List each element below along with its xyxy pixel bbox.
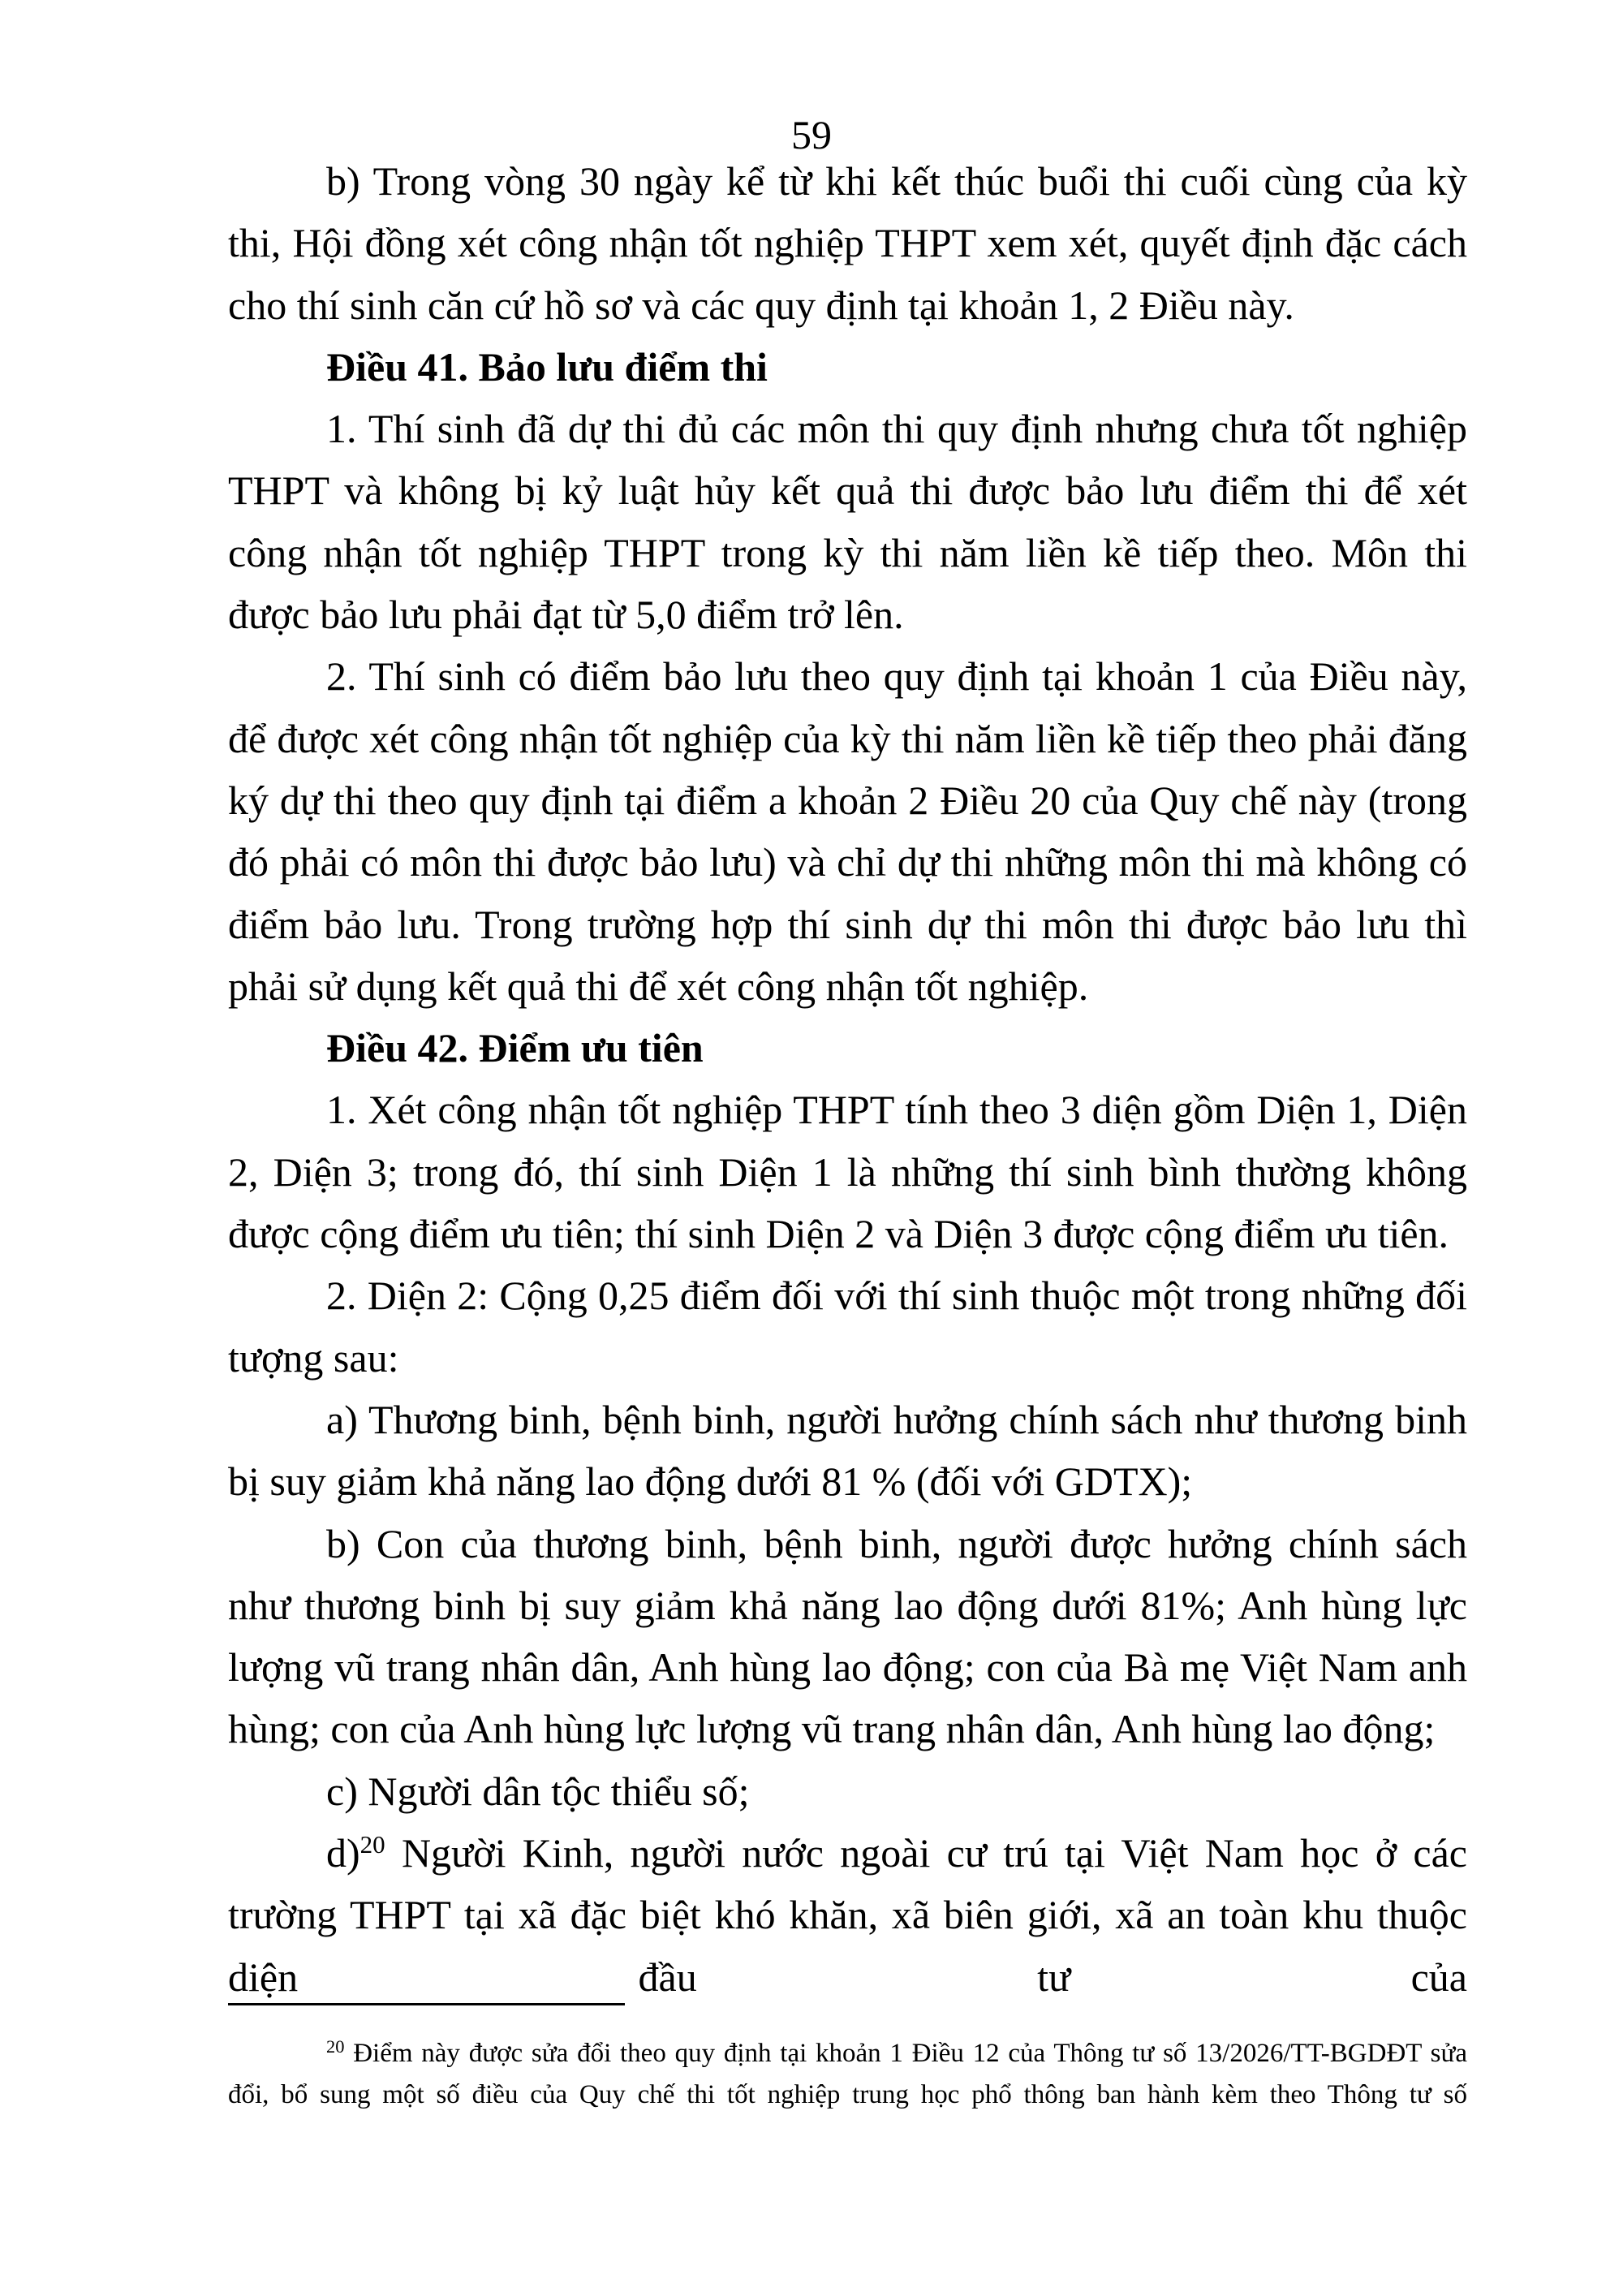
footnote-separator: [228, 2003, 625, 2005]
page-number: 59: [791, 112, 832, 157]
para-special-consideration-b: b) Trong vòng 30 ngày kể từ khi kết thúc buổi thi cuối cùng của kỳ thi, Hội đồng xét công nhận tốt nghiệp THPT xem xét, quyết định đặc cách cho thí sinh căn cứ hồ sơ và các quy định tại khoản 1, 2 Điều này.: [228, 158, 1467, 328]
para-41-khoan-1: 1. Thí sinh đã dự thi đủ các môn thi quy định nhưng chưa tốt nghiệp THPT và không bị kỷ luật hủy kết quả thi được bảo lưu điểm thi để xét công nhận tốt nghiệp THPT trong kỳ thi năm liền kề tiếp theo. Môn thi được bảo lưu phải đạt từ 5,0 điểm trở lên.: [228, 406, 1467, 638]
footnote-text: Điểm này được sửa đổi theo quy định tại khoản 1 Điều 12 của Thông tư số 13/2026/TT-BGDĐT sửa đổi, bổ sung một số điều của Quy chế thi tốt nghiệp trung học phổ thông ban hành kèm theo Thông tư số: [228, 2039, 1467, 2109]
para-42-khoan-2-diem-b: b) Con của thương binh, bệnh binh, người được hưởng chính sách như thương binh bị suy giảm khả năng lao động dưới 81%; Anh hùng lực lượng vũ trang nhân dân, Anh hùng lao động; con của Bà mẹ Việt Nam anh hùng; con của Anh hùng lực lượng vũ trang nhân dân, Anh hùng lao động;: [228, 1520, 1467, 1752]
footnote-20: [228, 2033, 1467, 2115]
footnote-area: [228, 2003, 1467, 2115]
document-body: [228, 150, 1467, 2008]
para-42-khoan-2: 2. Diện 2: Cộng 0,25 điểm đối với thí sinh thuộc một trong những đối tượng sau:: [228, 1273, 1467, 1381]
para-d-text: Người Kinh, người nước ngoài cư trú tại Việt Nam học ở các trường THPT tại xã đặc biệt khó khăn, xã biên giới, xã an toàn khu thuộc diện đầu tư của: [228, 1830, 1467, 2000]
para-42-khoan-2-diem-c: c) Người dân tộc thiểu số;: [326, 1768, 750, 1814]
heading-dieu-41: Điều 41. Bảo lưu điểm thi: [326, 343, 768, 390]
footnote-reference-20: 20: [359, 1829, 385, 1859]
para-d-prefix: d): [326, 1830, 360, 1876]
para-42-khoan-1: 1. Xét công nhận tốt nghiệp THPT tính theo 3 diện gồm Diện 1, Diện 2, Diện 3; trong đó, thí sinh Diện 1 là những thí sinh bình thường không được cộng điểm ưu tiên; thí sinh Diện 2 và Diện 3 được cộng điểm ưu tiên.: [228, 1087, 1467, 1257]
footnote-marker-20: 20: [326, 2035, 345, 2057]
para-42-khoan-2-diem-a: a) Thương binh, bệnh binh, người hưởng chính sách như thương binh bị suy giảm khả năng lao động dưới 81 % (đối với GDTX);: [228, 1396, 1467, 1505]
heading-dieu-42: Điều 42. Điểm ưu tiên: [326, 1025, 704, 1071]
para-41-khoan-2: 2. Thí sinh có điểm bảo lưu theo quy định tại khoản 1 của Điều này, để được xét công nhận tốt nghiệp của kỳ thi năm liền kề tiếp theo phải đăng ký dự thi theo quy định tại điểm a khoản 2 Điều 20 của Quy chế này (trong đó phải có môn thi được bảo lưu) và chỉ dự thi những môn thi mà không có điểm bảo lưu. Trong trường hợp thí sinh dự thi môn thi được bảo lưu thì phải sử dụng kết quả thi để xét công nhận tốt nghiệp.: [228, 653, 1467, 1009]
para-42-khoan-2-diem-d: [228, 1822, 1467, 2008]
